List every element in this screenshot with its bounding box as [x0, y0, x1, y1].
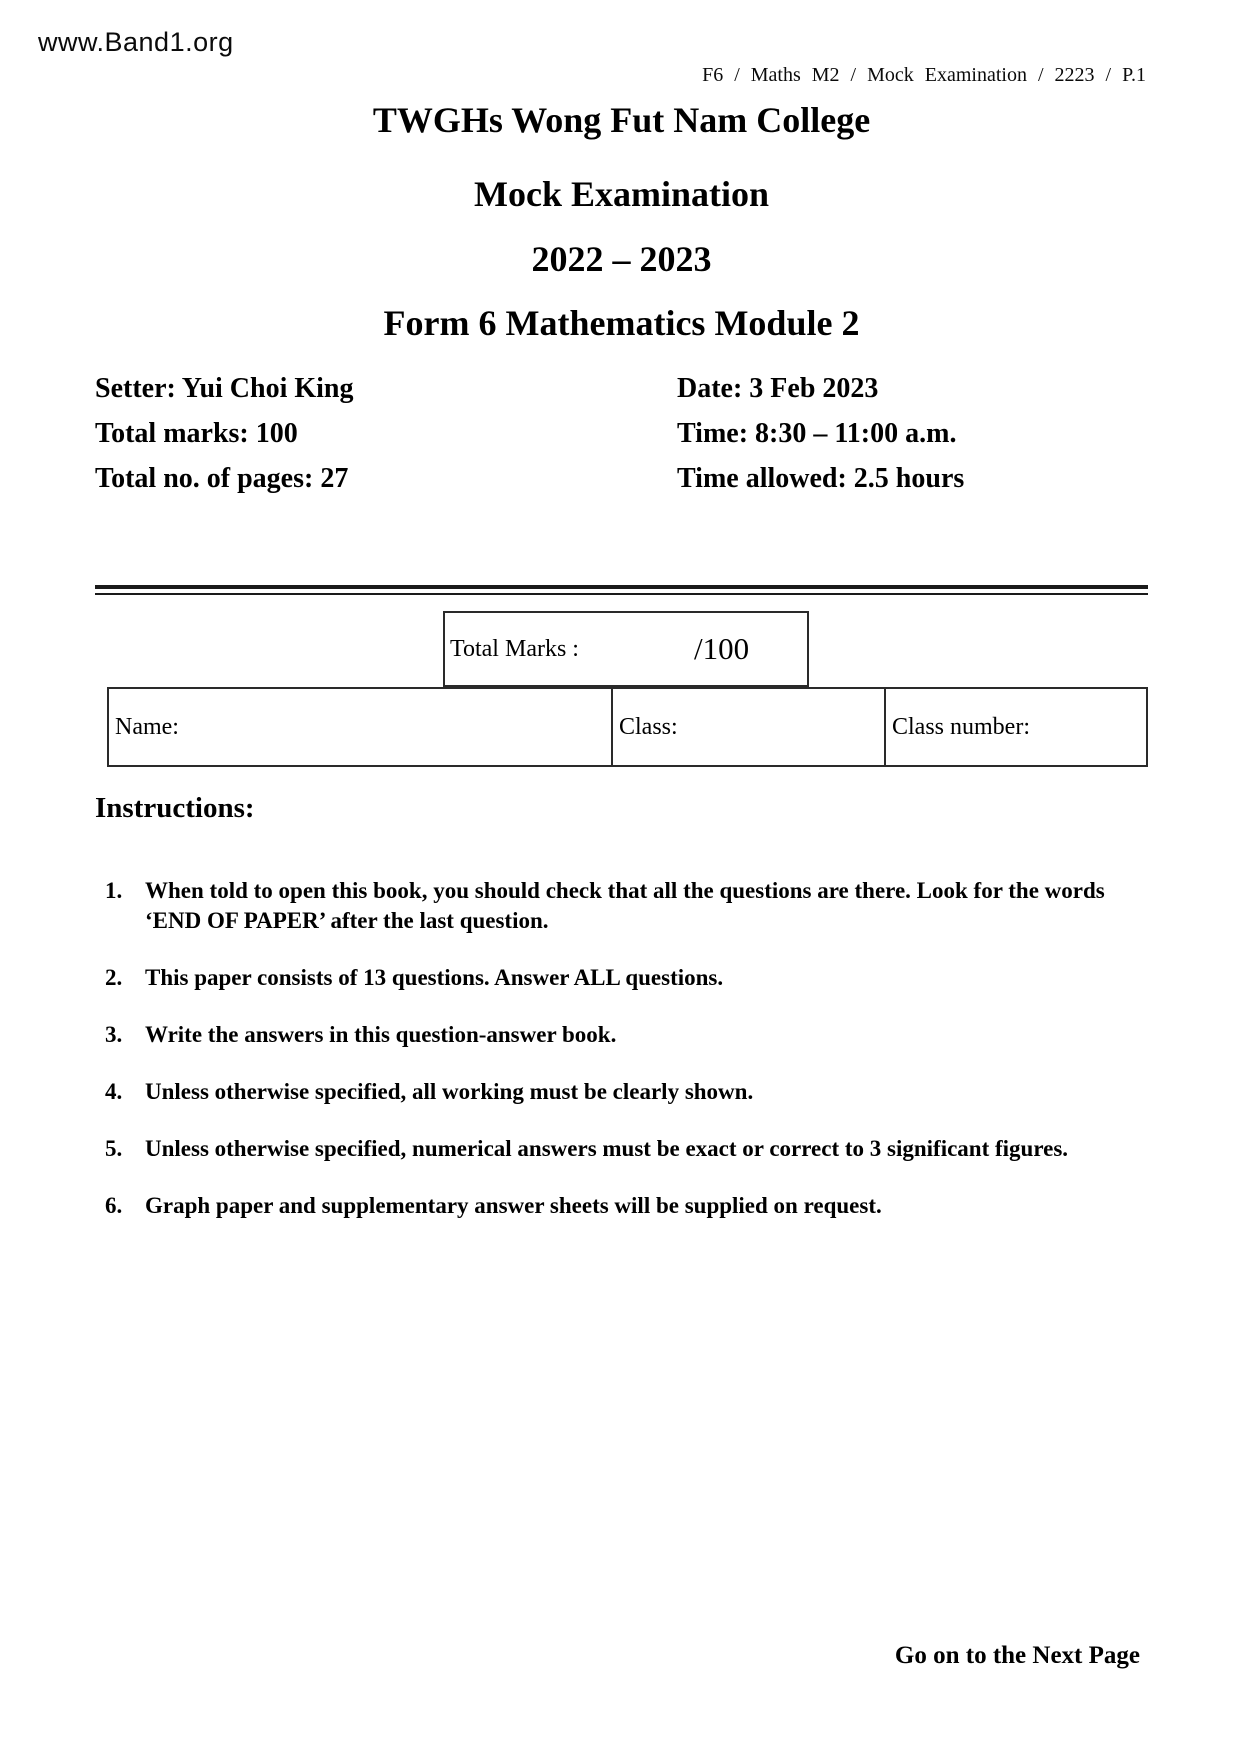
instruction-number: 3.	[105, 1021, 123, 1047]
instruction-item	[95, 876, 1148, 936]
name-cell	[109, 689, 613, 765]
instruction-text: This paper consists of 13 questions. Answer ALL questions.	[145, 964, 724, 990]
class-number-label: Class number:	[892, 713, 1030, 740]
time-line: Time: 8:30 – 11:00 a.m.	[677, 418, 957, 450]
exam-year: 2022 – 2023	[531, 238, 712, 279]
instruction-number: 2.	[105, 964, 123, 990]
meta-left-column	[95, 375, 677, 493]
subject-title: Form 6 Mathematics Module 2	[383, 303, 860, 344]
total-marks-line: Total marks: 100	[95, 418, 298, 450]
date-line: Date: 3 Feb 2023	[677, 373, 879, 405]
total-pages-line: Total no. of pages: 27	[95, 463, 349, 495]
instruction-item	[95, 1020, 1148, 1050]
instructions-list	[95, 876, 1148, 1221]
time-allowed-line: Time allowed: 2.5 hours	[677, 463, 965, 495]
watermark-url: www.Band1.org	[38, 27, 234, 57]
class-label: Class:	[619, 713, 678, 740]
paper-reference: F6 / Maths M2 / Mock Examination / 2223 / P.1	[702, 64, 1146, 86]
instruction-item	[95, 1191, 1148, 1221]
exam-name: Mock Examination	[473, 173, 769, 214]
divider-double-rule	[95, 585, 1148, 595]
instructions-heading: Instructions:	[95, 792, 255, 825]
instruction-number: 4.	[105, 1078, 123, 1104]
instruction-text: When told to open this book, you should check that all the questions are there. Look for the words ‘END OF PAPER’ after the last question.	[145, 877, 1105, 933]
instruction-item	[95, 1134, 1148, 1164]
total-marks-box	[443, 611, 809, 687]
instruction-number: 1.	[105, 877, 123, 903]
title-block	[95, 102, 1148, 343]
class-cell	[613, 689, 886, 765]
instruction-text: Unless otherwise specified, all working must be clearly shown.	[145, 1078, 754, 1104]
class-number-cell	[886, 689, 1146, 765]
instruction-text: Write the answers in this question-answer book.	[145, 1021, 617, 1047]
instruction-text: Graph paper and supplementary answer sheets will be supplied on request.	[145, 1192, 882, 1218]
instruction-item	[95, 1077, 1148, 1107]
exam-meta	[95, 375, 1148, 493]
student-info-table	[107, 687, 1148, 767]
total-marks-value: /100	[693, 631, 750, 667]
instruction-text: Unless otherwise specified, numerical answers must be exact or correct to 3 significant figures.	[145, 1135, 1069, 1161]
setter-line: Setter: Yui Choi King	[95, 373, 354, 405]
instruction-number: 6.	[105, 1192, 123, 1218]
name-label: Name:	[115, 713, 179, 740]
go-to-next-page-note: Go on to the Next Page	[894, 1642, 1140, 1669]
total-marks-label: Total Marks :	[450, 635, 579, 662]
instruction-number: 5.	[105, 1135, 123, 1161]
instruction-item	[95, 963, 1148, 993]
school-name: TWGHs Wong Fut Nam College	[372, 100, 871, 140]
meta-right-column	[677, 375, 964, 493]
